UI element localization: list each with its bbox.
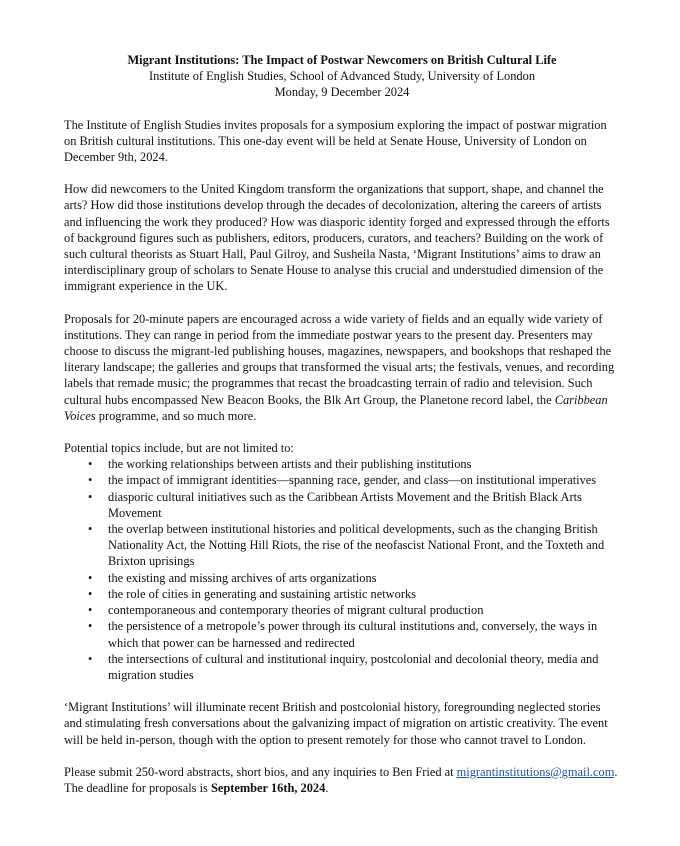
list-item (64, 489, 620, 521)
institution-line: Institute of English Studies, School of Advanced Study, University of London (148, 69, 536, 84)
event-date: Monday, 9 December 2024 (274, 85, 410, 100)
list-item-text: the role of cities in generating and sustaining artistic networks (108, 586, 416, 601)
submission-text-end: . (325, 780, 329, 795)
list-item (64, 602, 620, 618)
list-item (64, 618, 620, 650)
document-header (64, 52, 620, 101)
list-item (64, 570, 620, 586)
caribbean-voices-title: Caribbean Voices (64, 392, 608, 423)
topics-list (64, 456, 620, 683)
questions-paragraph: How did newcomers to the United Kingdom transform the organizations that support, shape, and channel the arts? How did those institutions develop through the decades of decolonization, altering the careers of artists and influencing the work they produced? How was diasporic identity forged and expressed through the efforts of background figures such as publishers, editors, producers, curators, and teachers? Building on the work of such cultural theorists as Stuart Hall, Paul Gilroy, and Susheila Nasta, ‘Migrant Institutions’ aims to draw an interdisciplinary group of scholars to Senate House to analyse this crucial and understudied dimension of the immigrant experience in the UK. (64, 182, 610, 294)
bullet-icon: • (88, 586, 93, 601)
proposals-text: Proposals for 20-minute papers are encouraged across a wide variety of fields and an equally wide variety of institutions. They can range in period from the immediate postwar years to the present day. Presenters may choose to discuss the migrant-led publishing houses, magazines, newspapers, and bookshops that reshaped the literary landscape; the galleries and groups that transformed the visual arts; the festivals, venues, and recording labels that remade music; the programmes that recast the broadcasting terrain of radio and television. Such cultural hubs encompassed New Beacon Books, the Blk Art Group, the Planetone record label, the (64, 311, 615, 407)
bullet-icon: • (88, 457, 93, 472)
bullet-icon: • (88, 603, 93, 618)
list-item (64, 651, 620, 683)
list-item-text: the existing and missing archives of arts organizations (108, 570, 377, 585)
list-item-text: the intersections of cultural and institutional inquiry, postcolonial and decolonial theory, media and migration studies (108, 651, 599, 682)
deadline-date: September 16th, 2024 (210, 780, 326, 795)
submission-text: Please submit 250-word abstracts, short bios, and any inquiries to Ben Fried at (64, 764, 457, 779)
topics-intro: Potential topics include, but are not limited to: (64, 441, 294, 456)
closing-paragraph: ‘Migrant Institutions’ will illuminate recent British and postcolonial history, foregrounding neglected stories and stimulating fresh conversations about the galvanizing impact of migration on artistic creativity. The event will be held in-person, though with the option to present remotely for those who cannot travel to London. (64, 700, 608, 747)
list-item (64, 472, 620, 488)
proposals-text-end: programme, and so much more. (95, 408, 257, 423)
list-item (64, 521, 620, 570)
bullet-icon: • (88, 522, 93, 537)
email-link[interactable]: migrantinstitutions@gmail.com (456, 764, 615, 779)
list-item (64, 586, 620, 602)
list-item-text: the persistence of a metropole’s power through its cultural institutions and, conversely, the ways in which that power can be harnessed and redirected (108, 619, 598, 650)
list-item-text: diasporic cultural initiatives such as the Caribbean Artists Movement and the British Black Arts Movement (108, 489, 582, 520)
list-item-text: the impact of immigrant identities—spanning race, gender, and class—on institutional imperatives (108, 473, 597, 488)
bullet-icon: • (88, 570, 93, 585)
submission-paragraph (64, 764, 620, 796)
bullet-icon: • (88, 473, 93, 488)
list-item (64, 456, 620, 472)
list-item-text: contemporaneous and contemporary theories of migrant cultural production (108, 603, 484, 618)
bullet-icon: • (88, 619, 93, 634)
submission-text-middle: . The deadline for proposals is (64, 764, 618, 795)
intro-paragraph: The Institute of English Studies invites proposals for a symposium exploring the impact of postwar migration on British cultural institutions. This one-day event will be held at Senate House, University of London on December 9th, 2024. (64, 117, 607, 165)
bullet-icon: • (88, 489, 93, 504)
proposals-paragraph (64, 311, 620, 424)
list-item-text: the overlap between institutional histories and political developments, such as the changing British Nationality Act, the Notting Hill Riots, the rise of the neofascist National Front, and the Toxteth and Brixton uprisings (108, 522, 605, 569)
bullet-icon: • (88, 651, 93, 666)
list-item-text: the working relationships between artists and their publishing institutions (108, 457, 472, 472)
page-title: Migrant Institutions: The Impact of Postwar Newcomers on British Cultural Life (127, 53, 557, 67)
